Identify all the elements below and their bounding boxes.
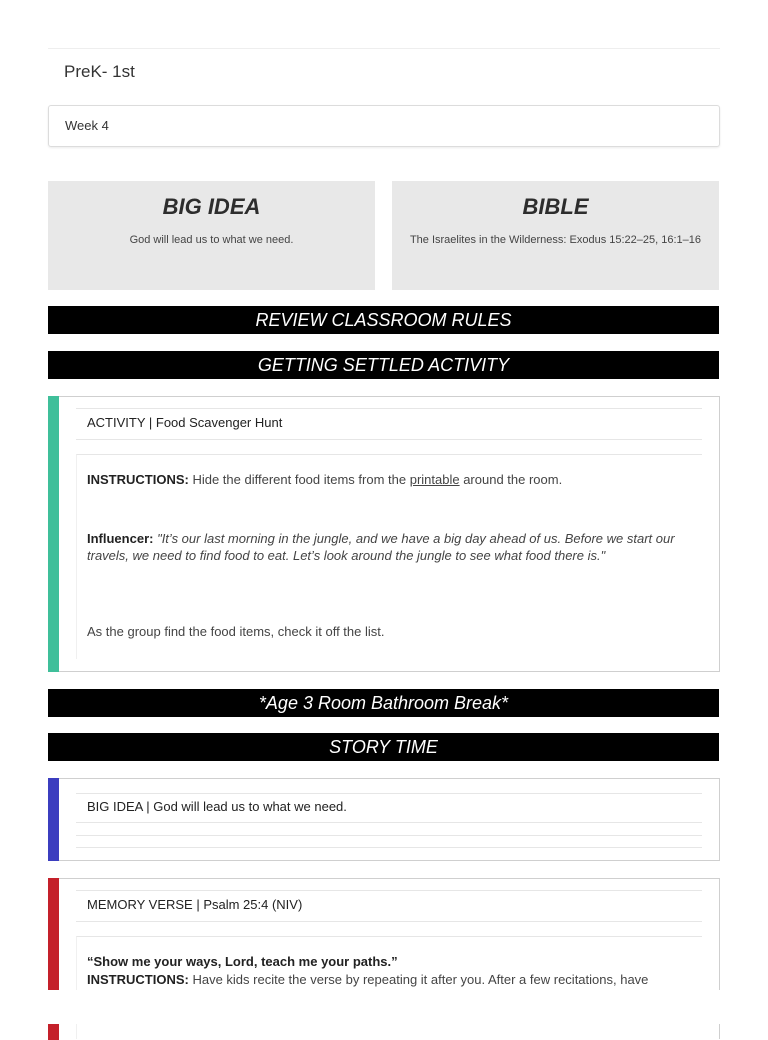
bible-title: BIBLE (522, 194, 589, 219)
big-idea-text: God will lead us to what we need. (129, 234, 294, 246)
big-idea-title: BIG IDEA (162, 194, 261, 219)
week-label: Week 4 (65, 118, 109, 133)
printable-link[interactable]: printable (409, 472, 460, 487)
memory-instructions-text: Have kids recite the verse by repeating it after you. After a few recitations, have (188, 972, 649, 987)
getting-settled-banner: GETTING SETTLED ACTIVITY (48, 351, 719, 379)
memory-instructions-label: INSTRUCTIONS: (87, 972, 189, 987)
activity-influencer (87, 530, 683, 564)
instructions-text: Hide the different food items from the (188, 472, 410, 487)
memory-verse-instructions (87, 971, 683, 988)
page-bottom-margin (0, 990, 768, 1024)
activity-closing: As the group find the food items, check it off the list. (87, 624, 385, 639)
activity-instructions (87, 471, 683, 488)
big-idea-heading: BIG IDEA | God will lead us to what we need. (76, 793, 702, 823)
big-idea-box (48, 181, 375, 290)
activity-heading: ACTIVITY | Food Scavenger Hunt (76, 408, 702, 440)
page-title: PreK- 1st (64, 62, 135, 81)
influencer-quote: "It’s our last morning in the jungle, and we have a big day ahead of us. Before we start our travels, we need to find food to eat. Let’s look around the jungle to see what food there is." (87, 531, 675, 563)
week-selector[interactable] (48, 105, 720, 147)
memory-verse-text: “Show me your ways, Lord, teach me your paths.” (87, 954, 398, 969)
instructions-text-end: around the room. (459, 472, 563, 487)
bible-text: The Israelites in the Wilderness: Exodus 15:22–25, 16:1–16 (409, 234, 702, 246)
bible-box (392, 181, 719, 290)
activity-accent-bar (48, 396, 59, 672)
instructions-label: INSTRUCTIONS: (87, 472, 189, 487)
activity-card (48, 396, 720, 672)
top-divider (48, 48, 720, 49)
story-time-banner: STORY TIME (48, 733, 719, 761)
divider (76, 835, 702, 836)
memory-verse-heading: MEMORY VERSE | Psalm 25:4 (NIV) (76, 890, 702, 922)
divider (76, 847, 702, 848)
bathroom-break-banner: *Age 3 Room Bathroom Break* (48, 689, 719, 717)
big-idea-card (48, 778, 720, 861)
influencer-label: Influencer: (87, 531, 154, 546)
big-idea-accent-bar (48, 778, 59, 861)
review-rules-banner: REVIEW CLASSROOM RULES (48, 306, 719, 334)
